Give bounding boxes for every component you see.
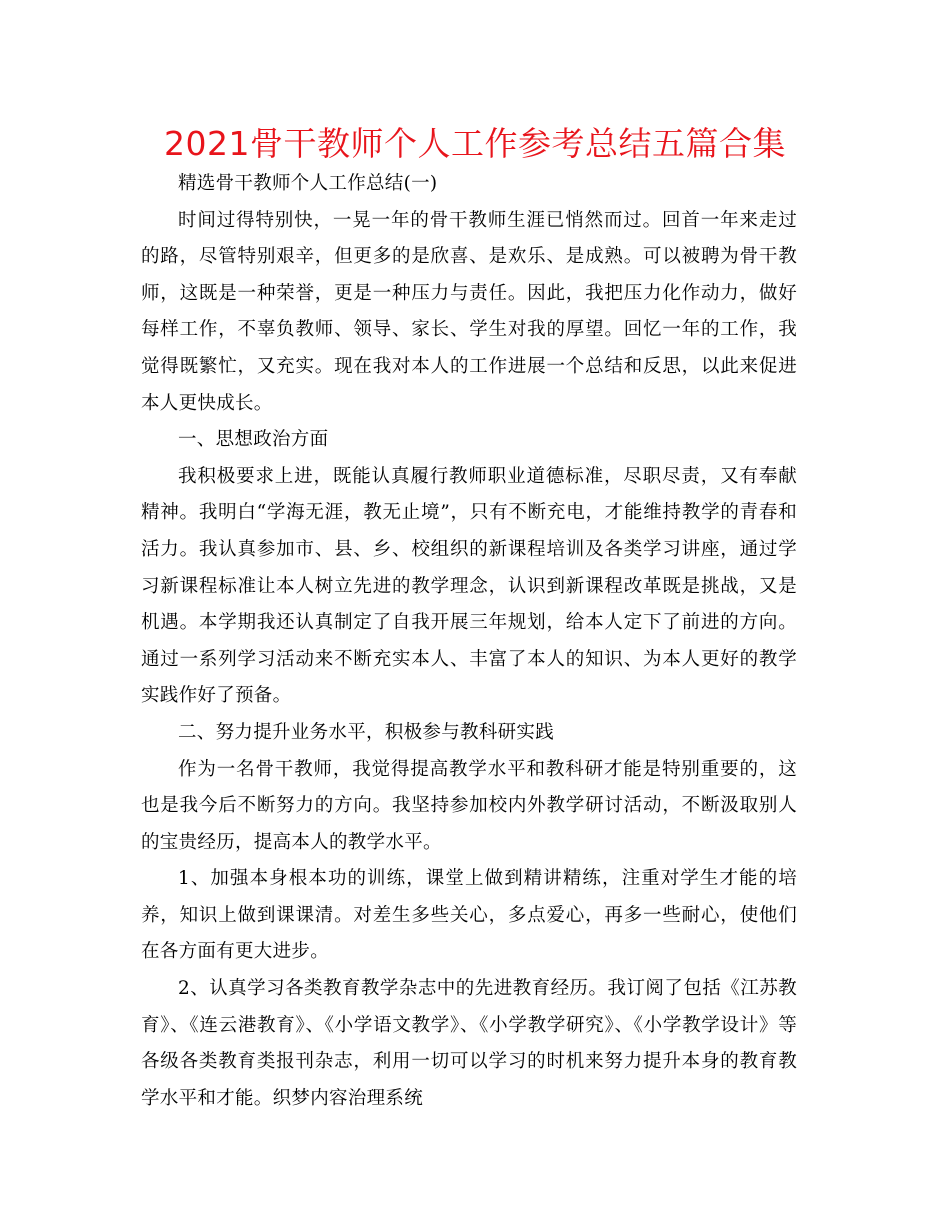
- body-paragraph: 作为一名骨干教师，我觉得提高教学水平和教科研才能是特别重要的，这也是我今后不断努力的方向。我坚持参加校内外教学研讨活动，不断汲取别人的宝贵经历，提高本人的教学水平。: [141, 758, 797, 853]
- section-heading: 一、思想政治方面: [178, 429, 329, 451]
- section-heading: 精选骨干教师个人工作总结(一): [178, 173, 438, 194]
- body-paragraph: 2、认真学习各类教育教学杂志中的先进教育经历。我订阅了包括《江苏教育》、《连云港教育》、《小学语文教学》、《小学教学研究》、《小学教学设计》等各级各类教育类报刊杂志，利用一切可以学习的时机来努力提升本身的教育教学水平和才能。织梦内容治理系统: [141, 978, 797, 1109]
- body-paragraph: 时间过得特别快，一晃一年的骨干教师生涯已悄然而过。回首一年来走过的路，尽管特别艰辛，但更多的是欣喜、是欢乐、是成熟。可以被聘为骨干教师，这既是一种荣誉，更是一种压力与责任。因此，我把压力化作动力，做好每样工作，不辜负教师、领导、家长、学生对我的厚望。回忆一年的工作，我觉得既繁忙，又充实。现在我对本人的工作进展一个总结和反思，以此来促进本人更快成长。: [141, 209, 797, 414]
- document-body: [141, 166, 797, 1117]
- document-title: 2021骨干教师个人工作参考总结五篇合集: [164, 124, 786, 163]
- section-heading: 二、努力提升业务水平，积极参与教科研实践: [178, 721, 555, 743]
- body-paragraph: 我积极要求上进，既能认真履行教师职业道德标准，尽职尽责，又有奉献精神。我明白“学海无涯，教无止境”，只有不断充电，才能维持教学的青春和活力。我认真参加市、县、乡、校组织的新课程培训及各类学习讲座，通过学习新课程标准让本人树立先进的教学理念，认识到新课程改革既是挑战，又是机遇。本学期我还认真制定了自我开展三年规划，给本人定下了前进的方向。通过一系列学习活动来不断充实本人、丰富了本人的知识、为本人更好的教学实践作好了预备。: [141, 465, 797, 707]
- body-paragraph: 1、加强本身根本功的训练，课堂上做到精讲精练，注重对学生才能的培养，知识上做到课课清。对差生多些关心，多点爱心，再多一些耐心，使他们在各方面有更大进步。: [141, 868, 797, 963]
